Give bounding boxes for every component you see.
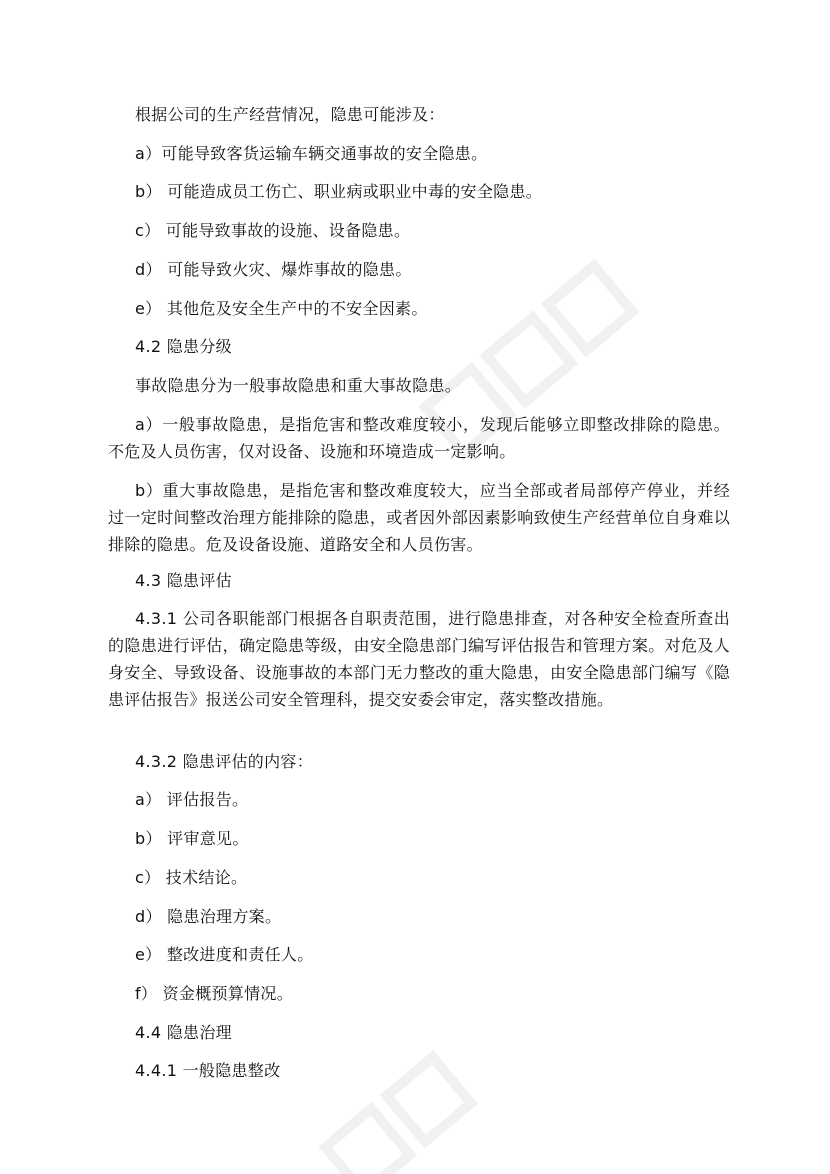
list-item-b: b） 可能造成员工伤亡、职业病或职业中毒的安全隐患。	[135, 182, 543, 201]
list-item-d: d） 可能导致火灾、爆炸事故的隐患。	[135, 260, 412, 279]
assessment-item-a: a） 评估报告。	[135, 790, 249, 809]
paragraph-major-hazard: b）重大事故隐患，是指危害和整改难度较大，应当全部或者局部停产停业，并经过一定时间整改治理方能排除的隐患，或者因外部因素影响致使生产经营单位自身难以排除的隐患。危及设备设施、道路安全和人员伤害。	[108, 481, 730, 554]
section-heading-4-2: 4.2 隐患分级	[135, 337, 232, 356]
section-heading-4-3-2: 4.3.2 隐患评估的内容：	[135, 752, 313, 771]
section-heading-4-4: 4.4 隐患治理	[135, 1023, 232, 1042]
paragraph-classification: 事故隐患分为一般事故隐患和重大事故隐患。	[135, 376, 462, 395]
paragraph-4-3-1: 4.3.1 公司各职能部门根据各自职责范围，进行隐患排查，对各种安全检查所查出的隐患进行评估，确定隐患等级，由安全隐患部门编写评估报告和管理方案。对危及人身安全、导致设备、设施事故的本部门无力整改的重大隐患，由安全隐患部门编写《隐患评估报告》报送公司安全管理科，提交安委会审定，落实整改措施。	[108, 609, 730, 709]
assessment-item-c: c） 技术结论。	[135, 868, 248, 887]
paragraph-intro: 根据公司的生产经营情况，隐患可能涉及：	[135, 105, 445, 124]
section-heading-4-3: 4.3 隐患评估	[135, 571, 232, 590]
list-item-c: c） 可能导致事故的设施、设备隐患。	[135, 221, 411, 240]
assessment-item-b: b） 评审意见。	[135, 829, 249, 848]
list-item-a: a）可能导致客货运输车辆交通事故的安全隐患。	[135, 144, 488, 163]
assessment-item-f: f） 资金概预算情况。	[135, 984, 294, 1003]
list-item-e: e） 其他危及安全生产中的不安全因素。	[135, 299, 428, 318]
paragraph-general-hazard: a）一般事故隐患，是指危害和整改难度较小，发现后能够立即整改排除的隐患。不危及人员伤害，仅对设备、设施和环境造成一定影响。	[108, 415, 730, 461]
assessment-item-e: e） 整改进度和责任人。	[135, 945, 314, 964]
section-heading-4-4-1: 4.4.1 一般隐患整改	[135, 1061, 281, 1080]
assessment-item-d: d） 隐患治理方案。	[135, 907, 282, 926]
